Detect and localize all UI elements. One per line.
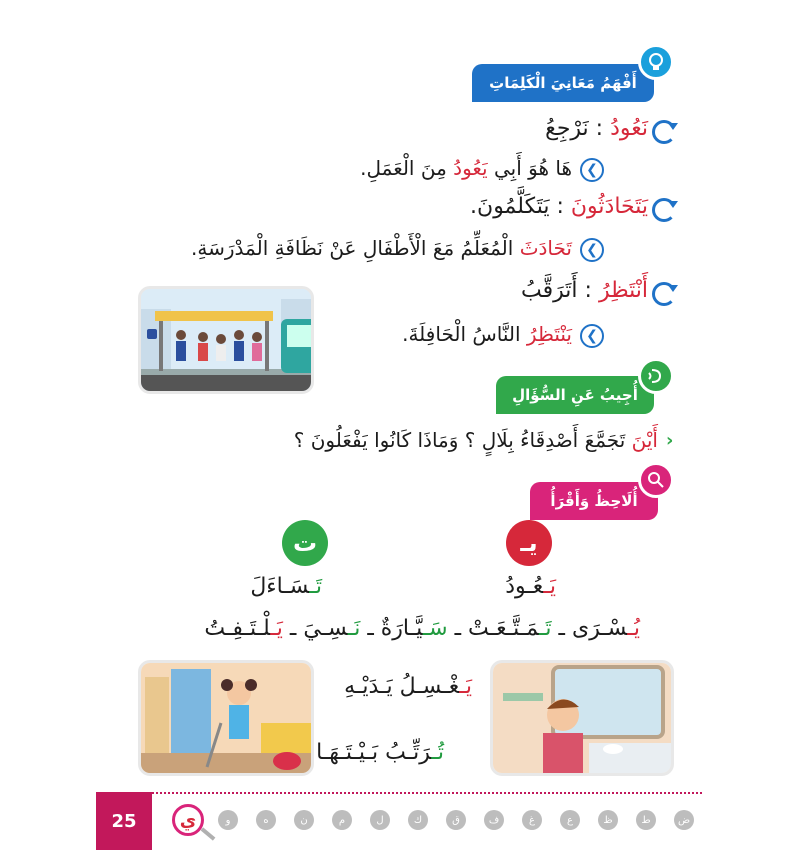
word-item: سَـيَّـارَةٌ	[380, 616, 448, 641]
alphabet-letter: ض	[674, 810, 694, 830]
alphabet-letter: غ	[522, 810, 542, 830]
refresh-icon	[652, 198, 676, 222]
word-item: يُـسْـرَى	[571, 616, 640, 641]
vocab-example-2: تَحَادَثَ الْمُعَلِّمُ مَعَ الْأَطْفَالِ عَنْ نَظَافَةِ الْمَدْرَسَةِ.	[191, 236, 572, 260]
chevron-left-icon: ›	[666, 430, 674, 451]
refresh-icon	[652, 120, 676, 144]
active-letter-badge: ي	[172, 804, 204, 836]
vocab-entry-1: نَعُودُ : نَرْجِعُ	[545, 116, 648, 141]
alphabet-letter: ع	[560, 810, 580, 830]
footer-divider	[152, 792, 702, 794]
vocab-entry-3: أَنْتَظِرُ : أَتَرَقَّبُ	[521, 278, 648, 303]
lightbulb-icon	[638, 44, 674, 80]
phrase-tidy-house: تُـرَتِّـبُ بَـيْـتَـهَـا	[316, 740, 444, 765]
question-text: أَيْنَ تَجَمَّعَ أَصْدِقَاءُ بِلَالٍ ؟ وَمَاذَا كَانُوا يَفْعَلُونَ ؟	[293, 428, 658, 452]
letter-ta-example: تَـسَـاءَلَ	[250, 574, 322, 599]
alphabet-letter: ه	[256, 810, 276, 830]
phrase-wash-hands: يَـغْـسِـلُ يَـدَيْـهِ	[344, 674, 472, 699]
section-header-question	[496, 376, 654, 414]
section-title: أَفْهَمُ مَعَانِيَ الْكَلِمَاتِ	[489, 74, 637, 92]
alphabet-letter: ل	[370, 810, 390, 830]
page-number: 25	[96, 792, 152, 850]
girl-cleaning-image	[138, 660, 314, 776]
arrow-left-icon: ❮	[580, 324, 604, 348]
alphabet-letter: م	[332, 810, 352, 830]
speaking-head-icon	[638, 358, 674, 394]
magnifier-handle-icon	[201, 827, 216, 840]
word-item: نَـسِـيَ	[303, 616, 361, 641]
letter-ya-example: يَـعُـودُ	[505, 574, 556, 599]
arrow-left-icon: ❮	[580, 158, 604, 182]
alphabet-letter: ن	[294, 810, 314, 830]
boy-washing-image	[490, 660, 674, 776]
alphabet-letter: ف	[484, 810, 504, 830]
alphabet-letter: ط	[636, 810, 656, 830]
letter-ya-badge: يـ	[506, 520, 552, 566]
vocab-example-3: يَنْتَظِرُ النَّاسُ الْحَافِلَةَ.	[402, 322, 572, 346]
word-item: تَـمَـتَّـعَـتْ	[468, 616, 552, 641]
magnifier-icon	[638, 462, 674, 498]
bus-stop-image	[138, 286, 314, 394]
section-title: أُلَاحِظُ وَأَقْرَأُ	[550, 492, 638, 510]
vocab-example-1: هَا هُوَ أَبِي يَعُودُ مِنَ الْعَمَلِ.	[360, 156, 572, 180]
alphabet-letter: و	[218, 810, 238, 830]
alphabet-letter: ظ	[598, 810, 618, 830]
section-header-vocabulary	[472, 64, 654, 102]
arrow-left-icon: ❮	[580, 238, 604, 262]
word-item: يَـلْـتَـفِـتُ	[204, 616, 283, 641]
letter-ta-badge: ت	[282, 520, 328, 566]
vocab-entry-2: يَتَحَادَثُونَ : يَتَكَلَّمُونَ.	[470, 194, 648, 219]
word-row: يُـسْـرَى ـ تَـمَـتَّـعَـتْ ـ سَـيَّـارَةٌ ـ نَـسِـيَ ـ يَـلْـتَـفِـتُ	[204, 616, 640, 641]
alphabet-letter: ق	[446, 810, 466, 830]
alphabet-letter: ك	[408, 810, 428, 830]
section-title: أُجِيبُ عَنِ السُّؤَالِ	[512, 386, 638, 404]
refresh-icon	[652, 282, 676, 306]
